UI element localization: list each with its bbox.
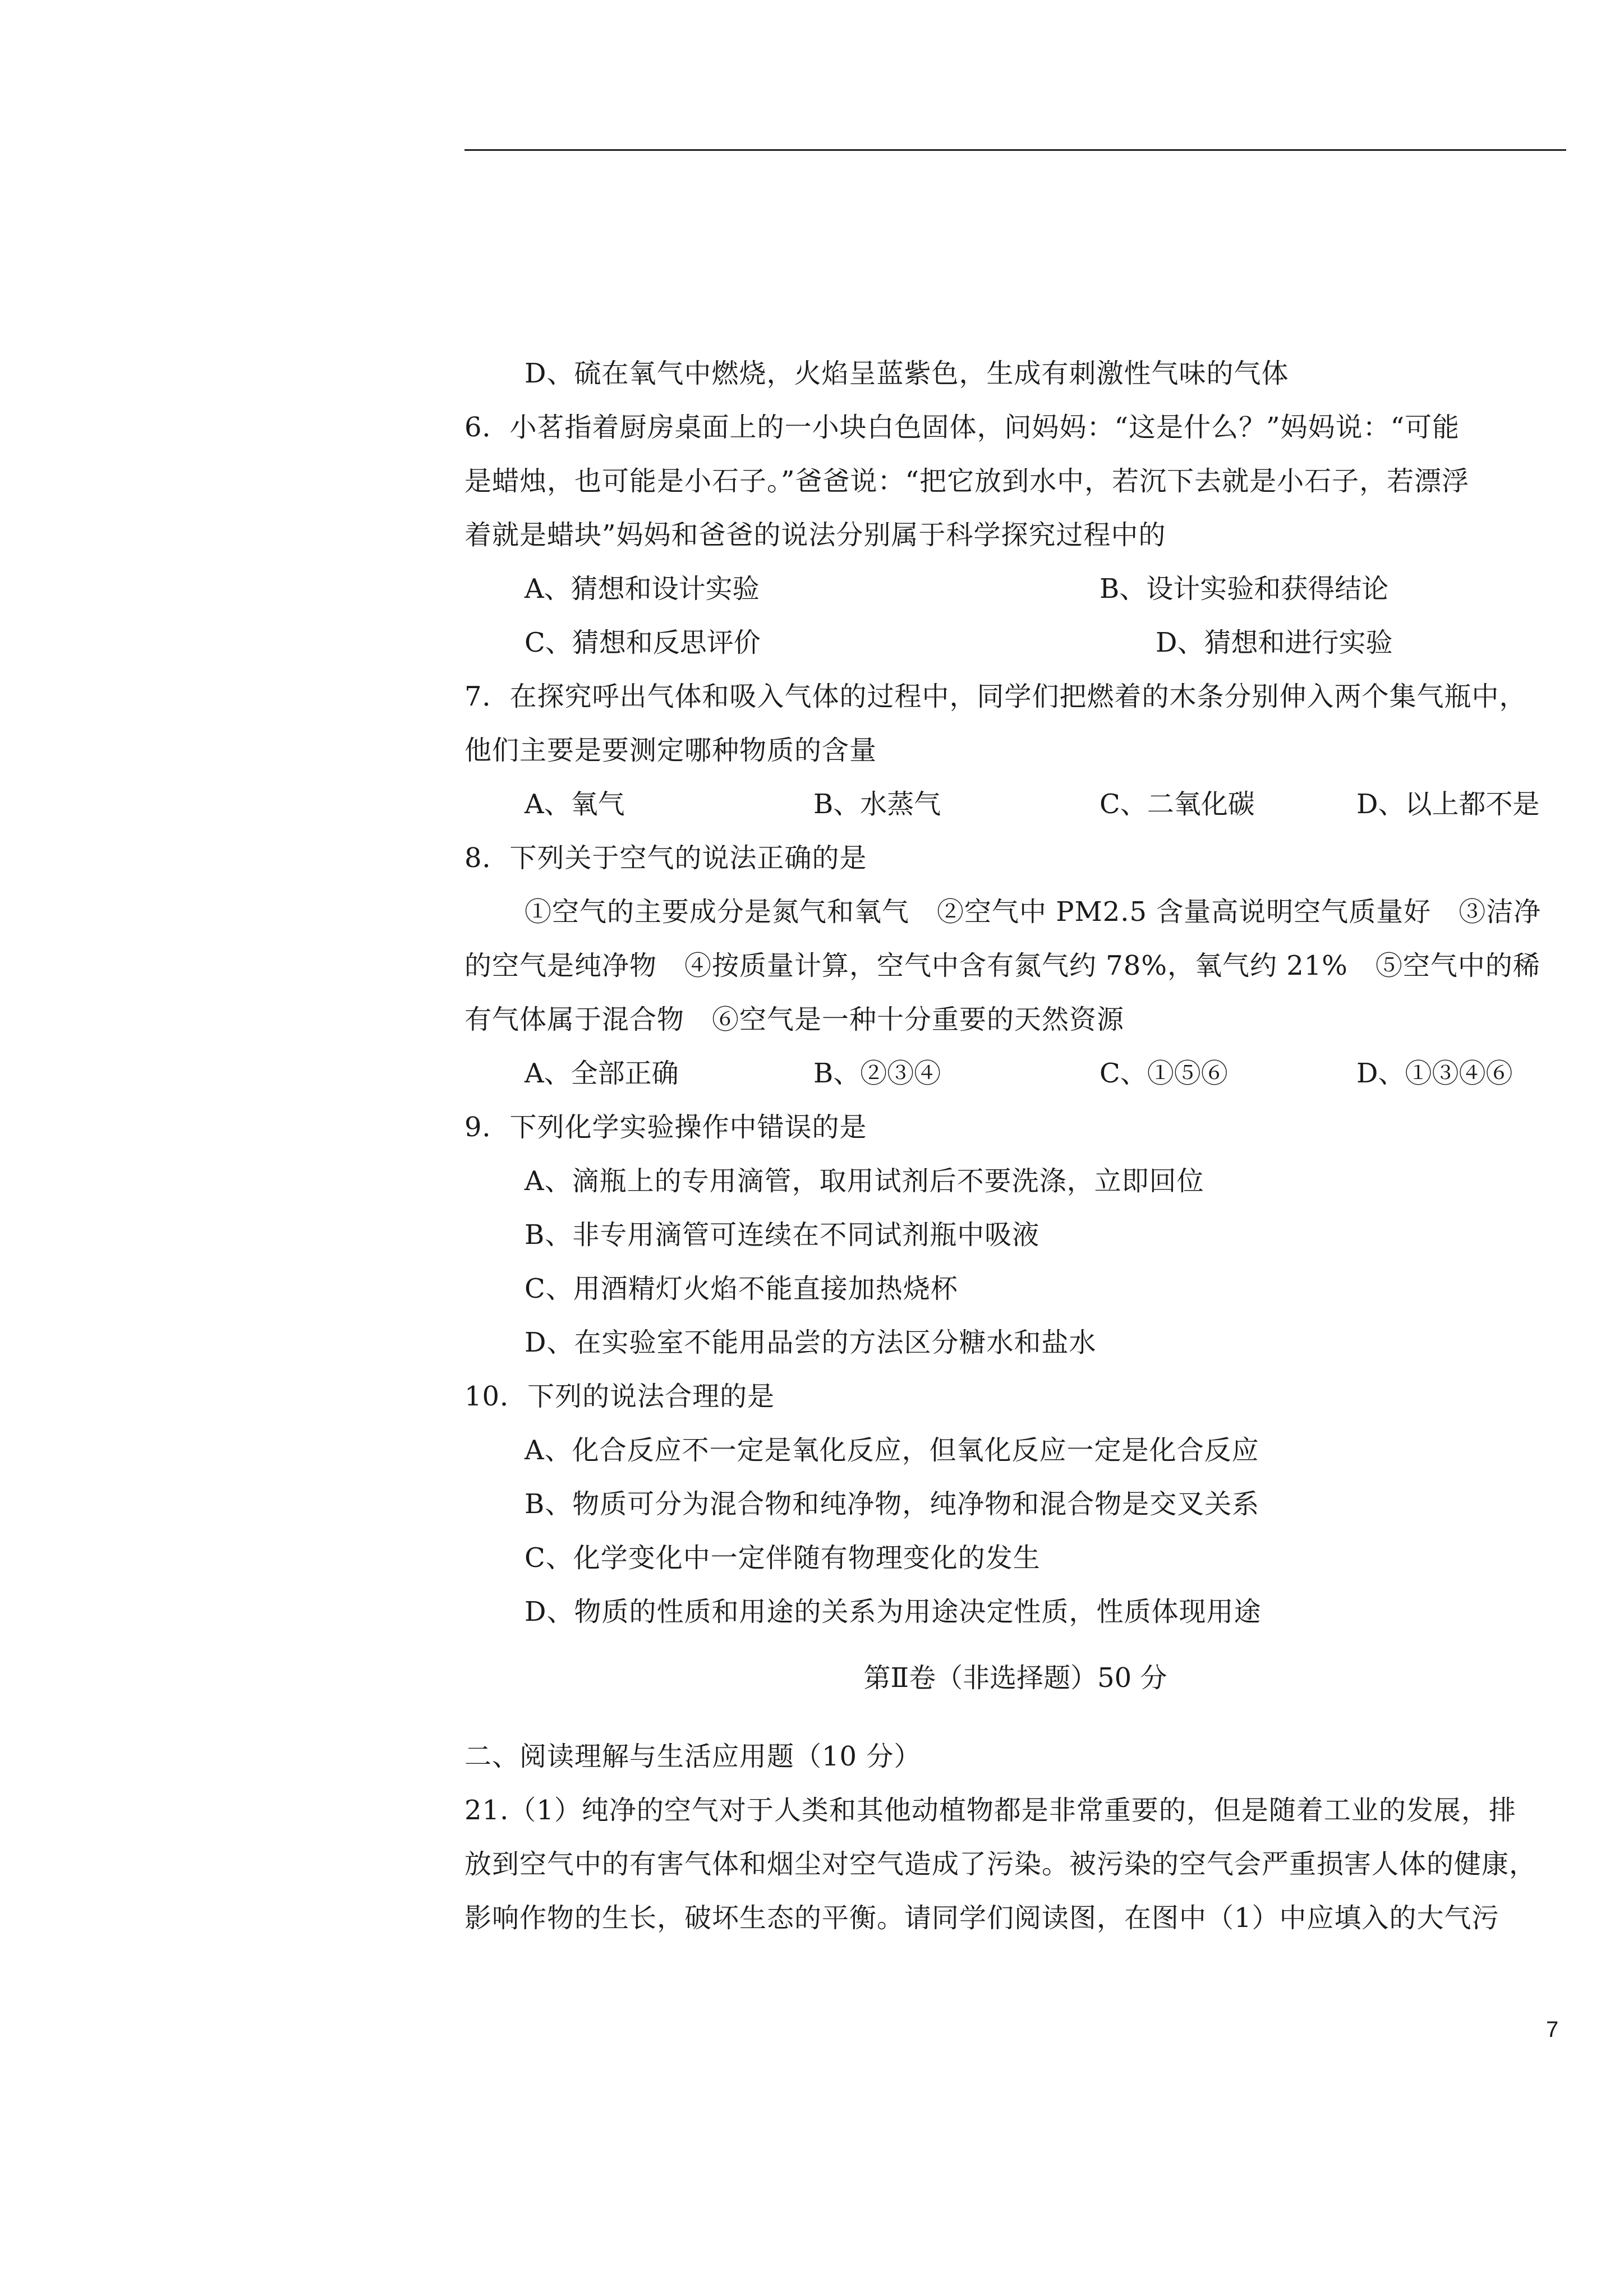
q9-option-d: D、在实验室不能用品尝的方法区分糖水和盐水 bbox=[525, 1327, 1097, 1358]
q7-stem-line2: 他们主要是要测定哪种物质的含量 bbox=[464, 735, 877, 766]
q9-option-a: A、滴瓶上的专用滴管，取用试剂后不要洗涤，立即回位 bbox=[525, 1165, 1204, 1197]
page-number: 7 bbox=[1546, 2017, 1559, 2042]
q8-option-d: D、①③④⑥ bbox=[1356, 1058, 1513, 1089]
q10-stem: 10．下列的说法合理的是 bbox=[464, 1381, 775, 1412]
q6-option-a: A、猜想和设计实验 bbox=[525, 573, 760, 605]
q10-option-a: A、化合反应不一定是氧化反应，但氧化反应一定是化合反应 bbox=[525, 1435, 1259, 1466]
part2-heading: 二、阅读理解与生活应用题（10 分） bbox=[464, 1741, 922, 1772]
q8-statements-line3: 有气体属于混合物 ⑥空气是一种十分重要的天然资源 bbox=[464, 1004, 1125, 1035]
q6-stem-line2: 是蜡烛，也可能是小石子。”爸爸说：“把它放到水中，若沉下去就是小石子，若漂浮 bbox=[464, 465, 1470, 497]
q7-option-c: C、二氧化碳 bbox=[1099, 789, 1255, 820]
q7-option-a: A、氧气 bbox=[525, 789, 625, 820]
q10-option-b: B、物质可分为混合物和纯净物，纯净物和混合物是交叉关系 bbox=[525, 1488, 1260, 1520]
q9-option-b: B、非专用滴管可连续在不同试剂瓶中吸液 bbox=[525, 1219, 1040, 1251]
q8-stem: 8．下列关于空气的说法正确的是 bbox=[464, 842, 867, 874]
header-rule bbox=[464, 149, 1566, 151]
q9-stem: 9．下列化学实验操作中错误的是 bbox=[464, 1112, 867, 1143]
q21-line3: 影响作物的生长，破坏生态的平衡。请同学们阅读图，在图中（1）中应填入的大气污 bbox=[464, 1902, 1499, 1934]
q7-stem-line1: 7．在探究呼出气体和吸入气体的过程中，同学们把燃着的木条分别伸入两个集气瓶中， bbox=[464, 681, 1527, 712]
q6-stem-line3: 着就是蜡块”妈妈和爸爸的说法分别属于科学探究过程中的 bbox=[464, 519, 1166, 551]
q7-option-b: B、水蒸气 bbox=[813, 789, 941, 820]
q6-option-c: C、猜想和反思评价 bbox=[525, 627, 761, 658]
q9-option-c: C、用酒精灯火焰不能直接加热烧杯 bbox=[525, 1273, 958, 1304]
q6-stem-line1: 6．小茗指着厨房桌面上的一小块白色固体，问妈妈：“这是什么？”妈妈说：“可能 bbox=[464, 412, 1460, 443]
q8-statements-line2: 的空气是纯净物 ④按质量计算，空气中含有氮气约 78%，氧气约 21% ⑤空气中的稀 bbox=[464, 950, 1540, 981]
q10-option-c: C、化学变化中一定伴随有物理变化的发生 bbox=[525, 1542, 1041, 1574]
q5-option-d: D、硫在氧气中燃烧，火焰呈蓝紫色，生成有刺激性气味的气体 bbox=[525, 358, 1289, 389]
q21-line2: 放到空气中的有害气体和烟尘对空气造成了污染。被污染的空气会严重损害人体的健康， bbox=[464, 1848, 1537, 1880]
q8-option-c: C、①⑤⑥ bbox=[1099, 1058, 1228, 1089]
q6-option-d: D、猜想和进行实验 bbox=[1156, 627, 1393, 658]
q8-option-a: A、全部正确 bbox=[525, 1058, 679, 1089]
q10-option-d: D、物质的性质和用途的关系为用途决定性质，性质体现用途 bbox=[525, 1596, 1262, 1628]
q21-line1: 21.（1）纯净的空气对于人类和其他动植物都是非常重要的，但是随着工业的发展，排 bbox=[464, 1795, 1516, 1826]
section-title: 第Ⅱ卷（非选择题）50 分 bbox=[863, 1662, 1167, 1694]
q6-option-b: B、设计实验和获得结论 bbox=[1099, 573, 1389, 605]
q8-statements-line1: ①空气的主要成分是氮气和氧气 ②空气中 PM2.5 含量高说明空气质量好 ③洁净 bbox=[525, 896, 1542, 928]
q7-option-d: D、以上都不是 bbox=[1356, 789, 1540, 820]
q8-option-b: B、②③④ bbox=[813, 1058, 941, 1089]
